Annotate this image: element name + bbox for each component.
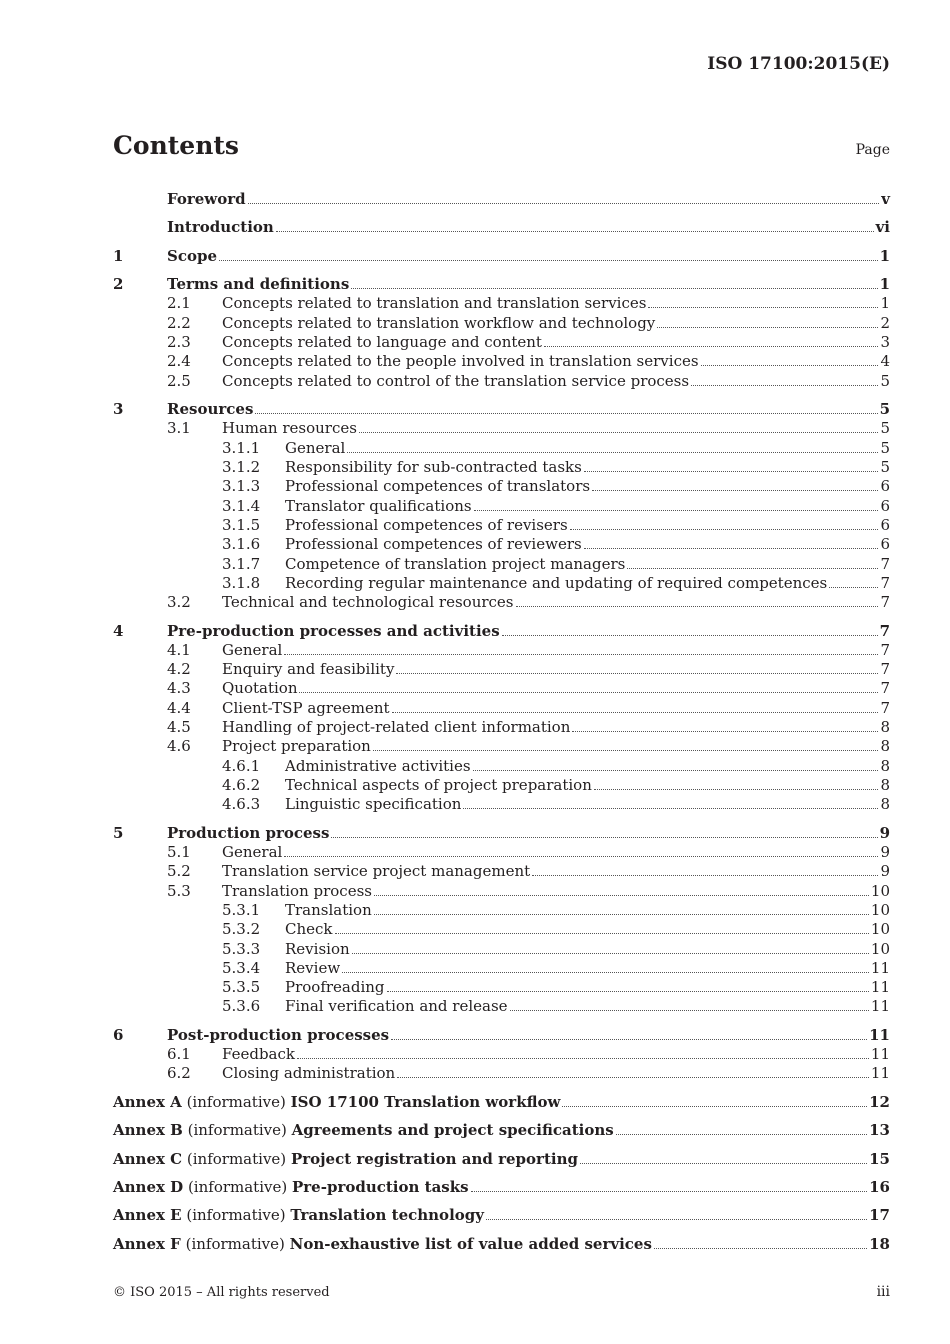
toc-entry-number: 2.3 — [167, 333, 191, 351]
annex-kind: (informative) — [185, 1235, 285, 1253]
toc-entry-page: 6 — [880, 516, 890, 534]
toc-dot-leader — [471, 1190, 868, 1192]
toc-entry-number: 4.6.2 — [222, 776, 261, 794]
toc-dot-leader — [486, 1218, 867, 1220]
annex-kind: (informative) — [186, 1093, 286, 1111]
annex-heading — [113, 1178, 469, 1196]
toc-entry-number: 3.2 — [167, 593, 191, 611]
annex-label: Annex B — [113, 1121, 183, 1139]
toc-entry-page: 1 — [879, 275, 890, 293]
toc-dot-leader — [359, 431, 879, 433]
toc-entry-number: 4.6 — [167, 737, 191, 755]
toc-entry-page: 15 — [869, 1150, 890, 1168]
toc-entry-number: 6 — [113, 1026, 124, 1044]
toc-entry-title: Check — [285, 920, 333, 938]
annex-title: Agreements and project specifications — [291, 1121, 614, 1139]
toc-dot-leader — [654, 1247, 867, 1249]
toc-dot-leader — [374, 913, 869, 915]
toc-entry-title: Competence of translation project managers — [285, 555, 626, 573]
toc-entry-page: 9 — [879, 824, 890, 842]
toc-entry-title: Production process — [167, 824, 330, 842]
toc-entry-number: 4.2 — [167, 660, 191, 678]
footer-copyright: © ISO 2015 – All rights reserved — [113, 1285, 330, 1300]
toc-entry-page: 7 — [880, 555, 890, 573]
toc-dot-leader — [616, 1133, 867, 1135]
toc-entry-title: Translation — [285, 901, 372, 919]
annex-kind: (informative) — [186, 1206, 286, 1224]
toc-entry-page: 18 — [869, 1235, 890, 1253]
toc-entry[interactable] — [113, 620, 890, 640]
toc-entry[interactable] — [113, 591, 890, 611]
toc-entry[interactable] — [113, 658, 890, 678]
toc-entry-page: 8 — [880, 795, 890, 813]
toc-entry[interactable] — [113, 735, 890, 755]
toc-entry-title: Recording regular maintenance and updating of required competences — [285, 574, 828, 592]
toc-entry-number: 4.4 — [167, 699, 191, 717]
toc-entry-page: 10 — [870, 920, 890, 938]
toc-entry-number: 2 — [113, 275, 124, 293]
toc-dot-leader — [255, 412, 877, 414]
toc-entry-number: 2.4 — [167, 352, 191, 370]
toc-entry-title: Concepts related to translation workflow and technology — [222, 314, 656, 332]
annex-kind: (informative) — [186, 1150, 287, 1168]
toc-entry-number: 5.3.5 — [222, 978, 261, 996]
annex-heading — [113, 1206, 484, 1224]
toc-entry-number: 3.1.7 — [222, 555, 261, 573]
annex-heading — [113, 1150, 578, 1168]
toc-entry-page: 16 — [869, 1178, 890, 1196]
toc-entry[interactable] — [113, 350, 890, 370]
toc-entry-page: 7 — [880, 699, 890, 717]
toc-entry-number: 5.3.4 — [222, 959, 261, 977]
toc-entry-number: 6.2 — [167, 1064, 191, 1082]
toc-dot-leader — [473, 769, 879, 771]
toc-entry-page: vi — [875, 218, 890, 236]
toc-entry-number: 5.2 — [167, 862, 191, 880]
annex-heading — [113, 1121, 614, 1139]
toc-dot-leader — [373, 749, 879, 751]
toc-entry-title: Enquiry and feasibility — [222, 660, 395, 678]
toc-dot-leader — [594, 788, 879, 790]
toc-entry[interactable] — [113, 495, 890, 515]
toc-entry-page: 8 — [880, 737, 890, 755]
toc-entry-title: Human resources — [222, 419, 357, 437]
toc-entry-title: Scope — [167, 247, 218, 265]
toc-entry-title: Translator qualifications — [285, 497, 472, 515]
toc-annex-entry[interactable] — [113, 1148, 890, 1168]
toc-dot-leader — [584, 547, 879, 549]
toc-entry[interactable] — [113, 822, 890, 842]
toc-dot-leader — [516, 605, 879, 607]
footer-page-number: iii — [876, 1284, 890, 1300]
toc-entry-page: 1 — [879, 247, 890, 265]
toc-dot-leader — [248, 202, 880, 204]
toc-entry[interactable] — [113, 437, 890, 457]
toc-dot-leader — [284, 653, 878, 655]
toc-entry-title: Concepts related to the people involved in translation services — [222, 352, 699, 370]
toc-dot-leader — [284, 855, 878, 857]
toc-entry[interactable] — [113, 697, 890, 717]
toc-entry-page: 7 — [880, 593, 890, 611]
toc-entry-number: 2.5 — [167, 372, 191, 390]
toc-entry[interactable] — [113, 273, 890, 293]
toc-entry-title: Concepts related to control of the translation service process — [222, 372, 690, 390]
toc-entry[interactable] — [113, 755, 890, 775]
toc-entry-title: Translation service project management — [222, 862, 531, 880]
toc-entry-page: 9 — [880, 862, 890, 880]
toc-dot-leader — [396, 672, 878, 674]
toc-entry-title: Foreword — [167, 190, 246, 208]
toc-entry-page: 11 — [869, 1026, 890, 1044]
page-title: Contents — [113, 131, 240, 160]
toc-entry-page: 8 — [880, 757, 890, 775]
annex-heading — [113, 1093, 560, 1111]
toc-entry-title: Review — [285, 959, 341, 977]
toc-entry-title: General — [222, 843, 283, 861]
toc-entry[interactable] — [113, 188, 890, 208]
toc-entry-title: Responsibility for sub-contracted tasks — [285, 458, 582, 476]
toc-dot-leader — [691, 384, 878, 386]
toc-entry-number: 2.2 — [167, 314, 191, 332]
toc-entry-number: 4.6.1 — [222, 757, 261, 775]
toc-entry-number: 4.3 — [167, 679, 191, 697]
toc-dot-leader — [648, 306, 878, 308]
toc-entry-number: 5.3.6 — [222, 997, 261, 1015]
page-column-label: Page — [855, 142, 890, 158]
toc-dot-leader — [297, 1057, 869, 1059]
toc-entry[interactable] — [113, 1024, 890, 1044]
toc-entry-page: 8 — [880, 776, 890, 794]
toc-entry[interactable] — [113, 774, 890, 794]
toc-entry-title: Technical and technological resources — [222, 593, 514, 611]
toc-entry-number: 5.3.3 — [222, 940, 261, 958]
document-id: ISO 17100:2015(E) — [707, 54, 890, 74]
toc-entry-page: 10 — [870, 882, 890, 900]
toc-entry[interactable] — [113, 456, 890, 476]
toc-entry[interactable] — [113, 639, 890, 659]
toc-entry-page: 3 — [880, 333, 890, 351]
annex-label: Annex E — [113, 1206, 182, 1224]
toc-entry[interactable] — [113, 880, 890, 900]
toc-dot-leader — [510, 1009, 869, 1011]
toc-dot-leader — [584, 470, 879, 472]
toc-entry-number: 4.5 — [167, 718, 191, 736]
toc-entry-number: 4 — [113, 622, 124, 640]
toc-entry[interactable] — [113, 957, 890, 977]
toc-entry[interactable] — [113, 398, 890, 418]
toc-entry[interactable] — [113, 417, 890, 437]
toc-entry-title: Quotation — [222, 679, 298, 697]
toc-entry[interactable] — [113, 572, 890, 592]
annex-label: Annex A — [113, 1093, 182, 1111]
toc-entry-title: Final verification and release — [285, 997, 508, 1015]
toc-entry-number: 1 — [113, 247, 124, 265]
toc-entry-number: 5.3 — [167, 882, 191, 900]
toc-entry-page: 5 — [879, 400, 890, 418]
toc-entry[interactable] — [113, 793, 890, 813]
toc-entry-title: Proofreading — [285, 978, 385, 996]
toc-entry[interactable] — [113, 245, 890, 265]
toc-entry-page: 11 — [870, 1064, 890, 1082]
toc-entry[interactable] — [113, 899, 890, 919]
toc-dot-leader — [657, 326, 878, 328]
toc-entry-title: Administrative activities — [285, 757, 471, 775]
toc-entry[interactable] — [113, 938, 890, 958]
toc-entry-title: Concepts related to language and content — [222, 333, 542, 351]
toc-entry-number: 3 — [113, 400, 124, 418]
toc-entry-number: 3.1 — [167, 419, 191, 437]
toc-entry[interactable] — [113, 292, 890, 312]
annex-label: Annex F — [113, 1235, 181, 1253]
toc-dot-leader — [219, 259, 878, 261]
toc-entry[interactable] — [113, 514, 890, 534]
annex-title: Project registration and reporting — [290, 1150, 578, 1168]
toc-entry-page: 11 — [870, 978, 890, 996]
toc-dot-leader — [463, 807, 878, 809]
toc-entry[interactable] — [113, 370, 890, 390]
toc-entry-title: Translation process — [222, 882, 372, 900]
toc-entry-page: 7 — [880, 679, 890, 697]
toc-entry-page: 11 — [870, 959, 890, 977]
toc-entry-page: 11 — [870, 1045, 890, 1063]
toc-entry[interactable] — [113, 841, 890, 861]
toc-entry-page: 17 — [869, 1206, 890, 1224]
toc-dot-leader — [276, 230, 874, 232]
toc-entry[interactable] — [113, 677, 890, 697]
toc-entry-title: Linguistic specification — [285, 795, 462, 813]
toc-entry-page: 5 — [880, 419, 890, 437]
toc-dot-leader — [391, 1038, 867, 1040]
toc-entry-page: 9 — [880, 843, 890, 861]
toc-entry-page: 4 — [880, 352, 890, 370]
toc-dot-leader — [352, 952, 869, 954]
annex-title: Pre-production tasks — [292, 1178, 469, 1196]
annex-title: Translation technology — [290, 1206, 484, 1224]
annex-label: Annex C — [113, 1150, 183, 1168]
toc-entry-page: 6 — [880, 535, 890, 553]
annex-title: Non-exhaustive list of value added services — [289, 1235, 652, 1253]
annex-title: ISO 17100 Translation workflow — [290, 1093, 561, 1111]
toc-entry-title: Professional competences of translators — [285, 477, 591, 495]
toc-entry-title: Feedback — [222, 1045, 295, 1063]
toc-annex-entry[interactable] — [113, 1119, 890, 1139]
toc-entry-title: Introduction — [167, 218, 274, 236]
toc-annex-entry[interactable] — [113, 1091, 890, 1111]
toc-dot-leader — [374, 894, 869, 896]
toc-dot-leader — [502, 634, 878, 636]
toc-entry-page: 8 — [880, 718, 890, 736]
toc-entry-page: 6 — [880, 477, 890, 495]
toc-entry-number: 4.6.3 — [222, 795, 261, 813]
toc-entry-page: 10 — [870, 940, 890, 958]
toc-annex-entry[interactable] — [113, 1204, 890, 1224]
toc-entry-title: Pre-production processes and activities — [167, 622, 500, 640]
toc-entry-number: 3.1.1 — [222, 439, 261, 457]
toc-entry[interactable] — [113, 533, 890, 553]
toc-entry[interactable] — [113, 331, 890, 351]
toc-entry[interactable] — [113, 860, 890, 880]
toc-entry[interactable] — [113, 216, 890, 236]
toc-entry-number: 5 — [113, 824, 124, 842]
toc-entry-number: 5.1 — [167, 843, 191, 861]
toc-dot-leader — [701, 364, 879, 366]
toc-entry-page: 1 — [880, 294, 890, 312]
toc-entry[interactable] — [113, 1062, 890, 1082]
toc-entry[interactable] — [113, 976, 890, 996]
annex-heading — [113, 1235, 652, 1253]
toc-dot-leader — [580, 1162, 867, 1164]
toc-dot-leader — [331, 836, 877, 838]
toc-entry[interactable] — [113, 995, 890, 1015]
toc-entry-page: 7 — [880, 574, 890, 592]
toc-dot-leader — [572, 730, 878, 732]
toc-entry-page: 2 — [880, 314, 890, 332]
toc-entry-number: 3.1.3 — [222, 477, 261, 495]
toc-entry-number: 6.1 — [167, 1045, 191, 1063]
toc-entry-number: 5.3.2 — [222, 920, 261, 938]
toc-entry[interactable] — [113, 716, 890, 736]
toc-entry-title: Project preparation — [222, 737, 371, 755]
toc-entry-number: 3.1.2 — [222, 458, 261, 476]
toc-entry-number: 3.1.5 — [222, 516, 261, 534]
toc-dot-leader — [562, 1105, 867, 1107]
toc-dot-leader — [532, 874, 878, 876]
toc-dot-leader — [570, 528, 879, 530]
toc-entry-page: 5 — [880, 372, 890, 390]
toc-dot-leader — [474, 509, 879, 511]
toc-entry-page: 13 — [869, 1121, 890, 1139]
toc-entry[interactable] — [113, 553, 890, 573]
toc-entry-title: Terms and definitions — [167, 275, 350, 293]
toc-dot-leader — [627, 567, 878, 569]
toc-entry-title: Concepts related to translation and translation services — [222, 294, 647, 312]
toc-entry-page: 5 — [880, 439, 890, 457]
toc-annex-entry[interactable] — [113, 1176, 890, 1196]
toc-entry-title: Closing administration — [222, 1064, 396, 1082]
toc-entry-title: General — [222, 641, 283, 659]
toc-entry-title: General — [285, 439, 346, 457]
toc-entry-page: 7 — [879, 622, 890, 640]
annex-kind: (informative) — [187, 1121, 287, 1139]
toc-entry-page: 5 — [880, 458, 890, 476]
toc-entry-title: Resources — [167, 400, 254, 418]
toc-dot-leader — [829, 586, 878, 588]
toc-dot-leader — [347, 451, 878, 453]
toc-entry-page: 6 — [880, 497, 890, 515]
toc-entry-title: Handling of project-related client information — [222, 718, 571, 736]
toc-dot-leader — [351, 287, 877, 289]
toc-entry[interactable] — [113, 312, 890, 332]
toc-entry-number: 2.1 — [167, 294, 191, 312]
toc-dot-leader — [544, 345, 879, 347]
toc-entry-page: v — [881, 190, 890, 208]
toc-dot-leader — [387, 990, 869, 992]
toc-entry-number: 4.1 — [167, 641, 191, 659]
toc-entry-title: Professional competences of revisers — [285, 516, 568, 534]
toc-entry-number: 3.1.4 — [222, 497, 261, 515]
toc-entry-number: 3.1.6 — [222, 535, 261, 553]
toc-entry-page: 10 — [870, 901, 890, 919]
toc-entry-number: 5.3.1 — [222, 901, 261, 919]
toc-entry-title: Technical aspects of project preparation — [285, 776, 592, 794]
annex-label: Annex D — [113, 1178, 184, 1196]
toc-entry[interactable] — [113, 918, 890, 938]
toc-dot-leader — [392, 711, 879, 713]
toc-dot-leader — [342, 971, 869, 973]
toc-entry-page: 12 — [869, 1093, 890, 1111]
toc-entry[interactable] — [113, 475, 890, 495]
toc-entry-number: 3.1.8 — [222, 574, 261, 592]
toc-dot-leader — [335, 932, 869, 934]
toc-entry-page: 11 — [870, 997, 890, 1015]
toc-dot-leader — [299, 691, 878, 693]
toc-entry-page: 7 — [880, 641, 890, 659]
toc-entry-title: Post-production processes — [167, 1026, 390, 1044]
toc-entry-title: Client-TSP agreement — [222, 699, 390, 717]
toc-entry-page: 7 — [880, 660, 890, 678]
toc-dot-leader — [592, 489, 878, 491]
annex-kind: (informative) — [187, 1178, 288, 1196]
toc-entry-title: Revision — [285, 940, 350, 958]
toc-entry[interactable] — [113, 1043, 890, 1063]
toc-entry-title: Professional competences of reviewers — [285, 535, 582, 553]
toc-dot-leader — [397, 1076, 869, 1078]
toc-annex-entry[interactable] — [113, 1233, 890, 1253]
